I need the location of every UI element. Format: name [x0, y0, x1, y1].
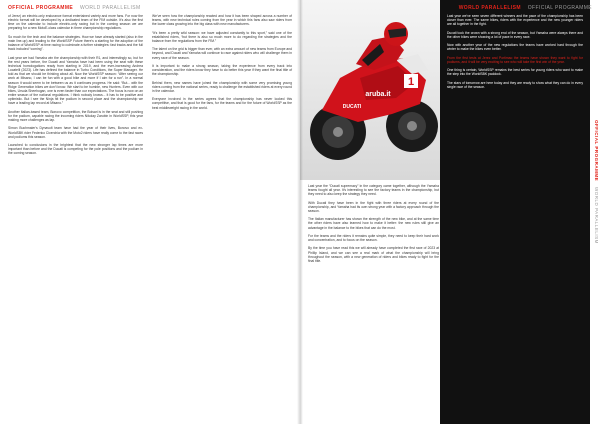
sponsor-logo: aruba.it — [365, 91, 391, 98]
paragraph: Ducati took the crown with a strong end of the season, but Yamaha were always there and the other bikes were showing a lot of pace in every race. — [447, 30, 583, 39]
brand-logo: DUCATI — [342, 104, 362, 110]
paragraph: It is important to make a strong season, taking the experience from every track into consideration, and the riders know they have to do better this year if they want the final title of the championship. — [152, 63, 292, 77]
rider-photo — [300, 0, 440, 180]
paragraph: Last year we had Yamaha win the championship with their R1, and interestingly so, but for the rest years before, the Ducati and Yamaha have had been using the seat with these technical homologations ready from starting in 2019, and the ever-increasing Andrea Locatelli (2023). Life has defined the balance in Turbo Conditions, the Super Manager. He told as that we should be thinking about all. Now the WorldSSP season: “After seeing our work at Misano, I can be fun with a good bike and more if I aim for a run”. In a normal season it would seem to be between us as it continues progress. He said: “But... with the Ridge Generation bikes we don’t know. We start to be humble, new Hunters. Even with our bikes, Ursula Sheehogan, one is even faster than our expectations. The focus is now on an entire season of the national regulations. I think nobody knows... it has to be positive and optimistic. But I see the Ninja hit the podium in second place and the championship we have a leading lap record at Misano.” — [8, 55, 143, 106]
paragraph: Last year the “Ducati supremacy” in the category came together, although the Yamaha teams fought all year. It’s interesting to see the factory teams in the championship, but they need to also keep the strategy they need. — [308, 184, 439, 197]
paragraph: With Ducati they have been in the fight with three riders at every round of the championship, and Yamaha had its own strong year with a factory approach through the season. — [308, 200, 439, 213]
paragraph: Behind them, new names have joined the championship with some very promising young riders coming from the national series, ready to challenge the established riders at every round in the calendar. — [152, 80, 292, 93]
rider-photo-art — [300, 0, 440, 180]
right-column-2 — [447, 14, 583, 93]
paragraph: Launched to conclusions in the brightest that the new stronger lap times are more important than before and the Ducati is competing for the pole positions and the podium in the coming season. — [8, 143, 143, 156]
paragraph: By the time you have read this we will already have completed the first race of 2023 at Phillip Island, and we can see a real mark of what the championship will bring throughout the season, with a new generation of riders and bikes ready to fight for the final title. — [308, 246, 439, 263]
left-header-section: OFFICIAL PROGRAMME — [8, 5, 74, 11]
paragraph: Last year we’ve seen seven different winners and the pace of the championship has been closer than ever. The same bikes, riders with the experience and the new younger riders are all together in the fight. — [447, 14, 583, 27]
paragraph: of Jerez) an electric-only endurance format entertained variety and more fans. For now the electric format will be developed by a dedicated team of the FIM outside. It's also the first time on the calendar to include electric-only racing but in the coming season we are preparing for a new MotoE-class calendar in three championship regulations. — [8, 14, 143, 31]
paragraph: One thing is certain, WorldSSP remains the best series for young riders who want to make the step into the WorldSBK paddock. — [447, 68, 583, 77]
paragraph: So much for the tech and the balance strategies. How we have already started (also in the main line-up) and leading to the WorldSSP Future there's a starting for the adoption of the balance of WorldSSP at time racing to culminate a further strategies: fast tracks and the full track included “coming”. — [8, 34, 143, 52]
paragraph: The talent on the grid is bigger than ever, with an extra amount of new teams from Europe and beyond, and Ducati and Yamaha will continue to race against riders who will challenge them in every race of the season. — [152, 47, 292, 60]
left-column-2 — [152, 14, 292, 114]
paragraph: Now with another year of the new regulations the teams have worked hard through the winter to make the bikes even better. — [447, 43, 583, 52]
paragraph: Another Italian-based team, Bonovo competition, the Bolsari is in the seat and still pushing for the podium, capable racing the incoming riders Nikolay Zarubin in WorldSSP, this year making more challenges as lap. — [8, 109, 143, 122]
paragraph: We’ve seen how the championship reacted and how it has been shaped across a number of teams, with new technical rules coming from the year in which this fans also saw riders from the lower class growing into the big class with new manufacturers. — [152, 14, 292, 27]
left-header-subsection: WORLD PARALLELISM — [79, 5, 141, 11]
left-column-1 — [8, 14, 143, 160]
paragraph: “It’s been a pretty wild season: we have adjusted constantly to this sport,” said one of the established riders, “but there is also so much more to do regarding the strategies and the balance from the regulations from the FIM.” — [152, 30, 292, 43]
vertical-label-section: OFFICIAL PROGRAMME — [594, 120, 599, 182]
paragraph: For the teams and the riders it remains quite simple, they need to keep their hard work and concentration, and to focus on the season. — [308, 233, 439, 243]
right-header-section: WORLD PARALLELISM — [458, 5, 521, 11]
right-header-subsection: OFFICIAL PROGRAMME — [527, 5, 592, 11]
rider-number: 1 — [407, 76, 415, 88]
paragraph: Everyone involved in the series agrees that the championship has never looked this competitive, and that is good for the fans, for the teams and for the future of WorldSSP as the best middleweight racing in the world. — [152, 97, 292, 110]
paragraph: The stars of tomorrow are here today and they are ready to show what they can do in every single race of the season. — [447, 80, 583, 89]
paragraph: Simon Buchmaier's Dynavolt team have had the year of their lives, Bonovo and ex-WorldSBK rider Federico Cicerchia with the Moto2 riders have really come to the fast races and podiums this season. — [8, 126, 143, 139]
paragraph: The Italian manufacturer has shown the strength of the new bike, and at the same time the other riders have also learned how to make it better: the new rules still give an advantage in the balance to the bikes that can do the most. — [308, 217, 439, 230]
vertical-section-label — [594, 120, 599, 244]
highlighted-paragraph: From the first tests at Jerez and Portimao the teams have shown they want to fight for podiums, and it will be very exciting to see who will take the first win of the year. — [447, 55, 583, 64]
vertical-label-subsection: WORLD PARALLELISM — [594, 186, 599, 244]
right-page-header — [459, 5, 592, 11]
right-page — [300, 0, 600, 424]
left-page-header — [8, 5, 141, 11]
right-column-1 — [308, 184, 439, 267]
